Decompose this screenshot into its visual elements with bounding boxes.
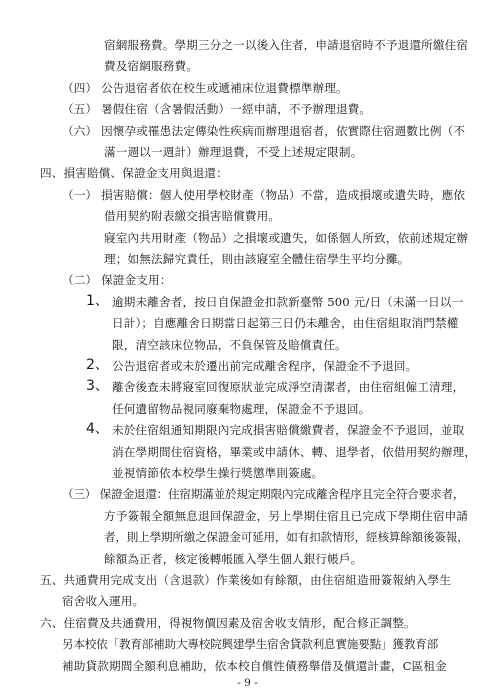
text-line: 另本校依「教育部補助大專校院興建學生宿舍貸款利息實施要點」獲教育部: [62, 637, 438, 652]
text-line: 未於住宿組通知期限內完成損害賠償繳費者，保證金不予退回，並取: [112, 423, 465, 438]
item-number: 2、: [86, 357, 109, 373]
item-number: 3、: [86, 378, 109, 395]
text-line: 費及宿網服務費。: [104, 59, 198, 74]
item-number: 4、: [86, 421, 109, 438]
text-line: 日計）；自應離舍日期當日起第三日仍未離舍，由住宿組取消門禁權: [112, 316, 459, 331]
text-line: 宿舍收入運用。: [62, 594, 145, 609]
text-line: 並視情節依本校學生操行獎懲準則簽處。: [112, 466, 324, 480]
text-line: 寢室內共用財產（物品）之損壞或遺失，如係個人所致，依前述規定辦: [104, 230, 469, 245]
text-line: 任何遺留物品視同廢棄物處理，保證金不予退回。: [112, 401, 371, 416]
section-heading: 六、住宿費及共通費用，得視物價因素及宿舍收支情形，配合修正調整。: [40, 615, 416, 630]
page-number: - 9 -: [237, 677, 258, 689]
text-line: 者，則上學期所繳之保證金可延用，如有扣款情形，經核算餘額後簽報，: [104, 530, 469, 545]
text-line: （二） 保證金支用：: [62, 273, 172, 288]
text-line: 借用契約附表繳交損害賠償費用。: [104, 209, 281, 224]
text-line: （四） 公告退宿者依在校生或遞補床位退費標準辦理。: [62, 80, 348, 95]
section-heading: 五、共通費用完成支出（含退款）作業後如有餘額，由住宿組造冊簽報納入學生: [40, 573, 452, 587]
text-line: 逾期未離舍者，按日自保證金扣款新臺幣 500 元/日（未滿一日以一: [112, 294, 464, 309]
section-heading: 四、損害賠償、保證金支用與退還：: [40, 166, 228, 181]
text-line: 滿一週以一週計）辦理退費，不受上述規定限制。: [104, 145, 363, 159]
item-number: 1、: [86, 292, 109, 309]
text-line: 補助貸款期間全額利息補助，依本校自償性債務舉借及償還計畫，C區租金: [62, 658, 447, 673]
text-line: （三） 保證金退還：住宿期滿並於規定期限內完成離舍程序且完全符合要求者，: [62, 487, 465, 502]
text-line: （一） 損害賠償：個人使用學校財產（物品）不當，造成損壞或遺失時，應依: [62, 187, 466, 202]
text-line: 消在學期間住宿資格，畢業或申請休、轉、退學者，依借用契約辦理，: [112, 444, 477, 459]
text-line: 限，清空該床位物品，不負保管及賠償責任。: [112, 337, 347, 352]
text-line: 餘額為正者，核定後轉帳匯入學生個人銀行帳戶。: [104, 551, 363, 566]
text-line: 公告退宿者或未於遷出前完成離舍程序，保證金不予退回。: [112, 359, 418, 373]
text-line: 理；如無法歸究責任，則由該寢室全體住宿學生平均分攤。: [104, 252, 410, 266]
text-line: （五） 暑假住宿（含暑假活動）一經申請，不予辦理退費。: [62, 102, 372, 117]
text-line: 離舍後查未將寢室回復原狀並完成淨空清潔者，由住宿組僱工清理，: [112, 380, 465, 395]
text-line: （六） 因懷孕或罹患法定傳染性疾病而辦理退宿者，依實際住宿週數比例（不: [62, 123, 466, 138]
text-line: 方予簽報全額無息退回保證金，另上學期住宿且已完成下學期住宿申請: [104, 508, 469, 523]
text-line: 宿網服務費。學期三分之一以後入住者，申請退宿時不予退還所繳住宿: [104, 38, 469, 52]
